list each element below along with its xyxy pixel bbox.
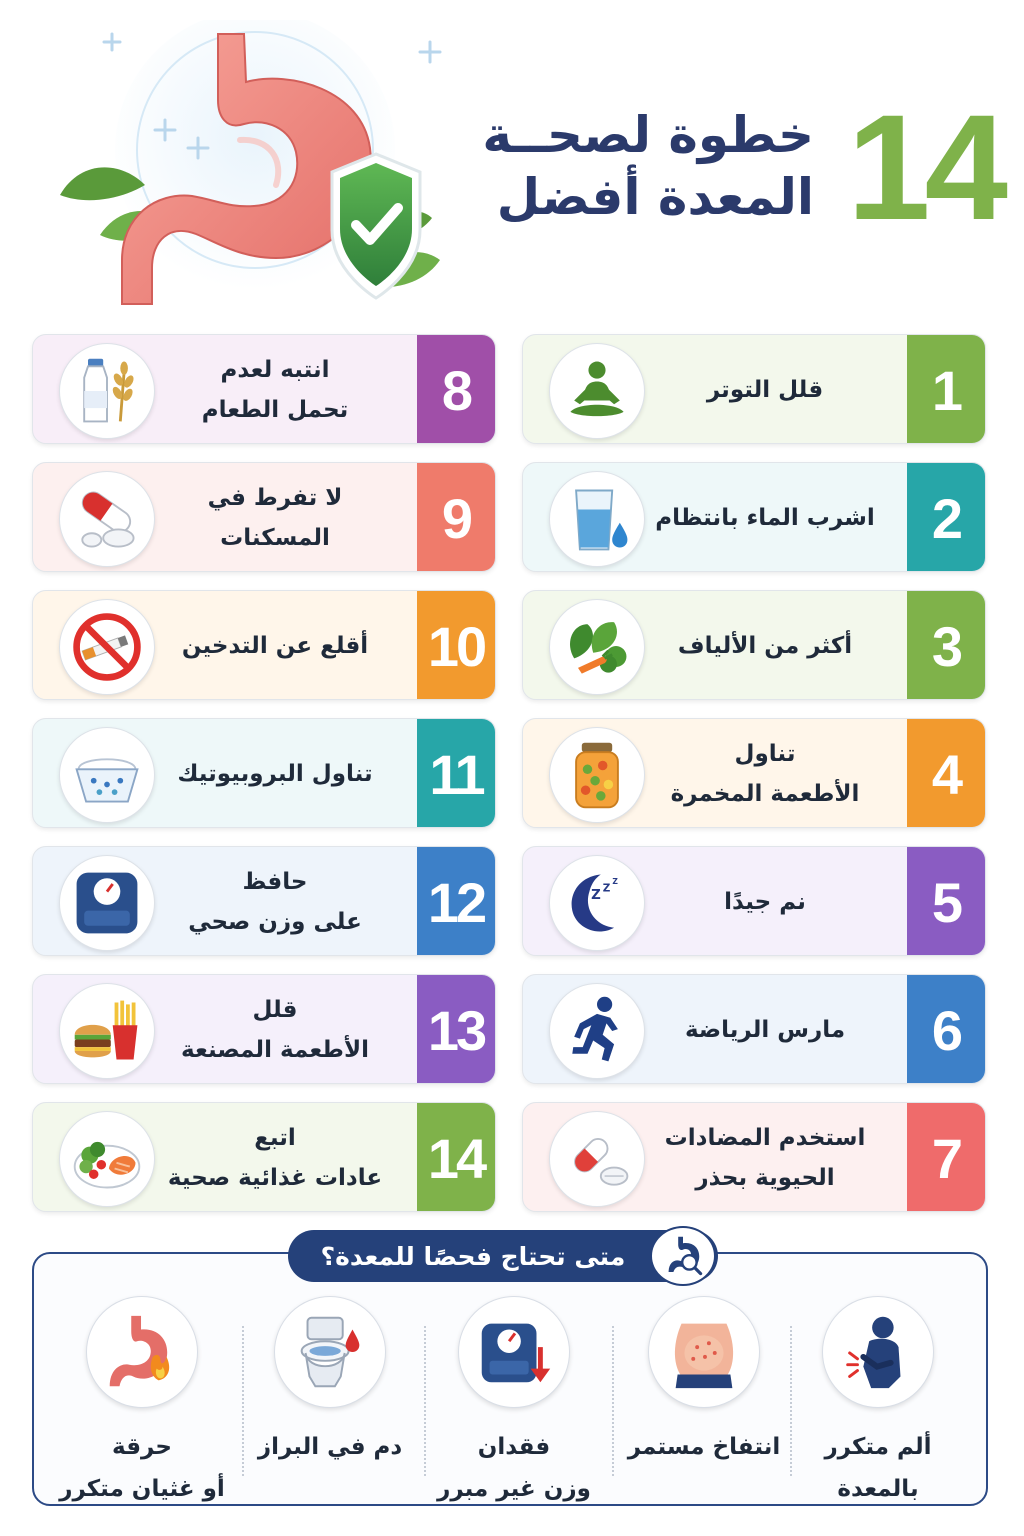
page-title bbox=[394, 104, 814, 228]
step-text bbox=[645, 975, 885, 1084]
step-line: مارس الرياضة bbox=[684, 1017, 846, 1043]
symptom-line: انتفاخ مستمر bbox=[627, 1434, 781, 1460]
heartburn-icon bbox=[98, 1308, 186, 1396]
step-line: الحيوية بحذر bbox=[695, 1165, 835, 1191]
step-number: 13 bbox=[417, 975, 495, 1084]
step-text bbox=[645, 1103, 885, 1212]
svg-text:Z: Z bbox=[591, 888, 601, 904]
step-line: تناول bbox=[734, 741, 796, 767]
no-smoking-icon bbox=[69, 609, 145, 685]
step-card-4 bbox=[522, 718, 986, 828]
divider bbox=[242, 1326, 244, 1476]
step-card-3 bbox=[522, 590, 986, 700]
step-number: 4 bbox=[907, 719, 985, 828]
vegetables-icon bbox=[559, 609, 635, 685]
water-glass-icon bbox=[559, 481, 635, 557]
symptom-line: أو غثيان متكرر bbox=[59, 1476, 225, 1502]
step-card-12 bbox=[32, 846, 496, 956]
step-number: 14 bbox=[417, 1103, 495, 1212]
step-line: المسكنات bbox=[220, 525, 330, 551]
step-line: اتبع bbox=[254, 1125, 296, 1151]
step-card-11 bbox=[32, 718, 496, 828]
svg-text:Z: Z bbox=[612, 877, 618, 886]
step-line: قلل التوتر bbox=[706, 377, 824, 403]
step-card-2 bbox=[522, 462, 986, 572]
step-number: 8 bbox=[417, 335, 495, 444]
step-line: اشرب الماء بانتظام bbox=[655, 505, 875, 531]
symptom-line: بالمعدة bbox=[837, 1476, 919, 1502]
symptom-line: فقدان bbox=[477, 1434, 551, 1460]
step-number: 5 bbox=[907, 847, 985, 956]
step-line: لا تفرط في bbox=[207, 485, 343, 511]
title-line-2: المعدة أفضل bbox=[496, 168, 814, 226]
title-line-1: خطوة لصحــة bbox=[482, 106, 814, 164]
symptom-item bbox=[788, 1296, 968, 1506]
step-line: أكثر من الألياف bbox=[677, 633, 853, 659]
divider bbox=[424, 1326, 426, 1476]
bloating-icon bbox=[660, 1308, 748, 1396]
step-text bbox=[645, 591, 885, 700]
step-text bbox=[645, 847, 885, 956]
step-card-8 bbox=[32, 334, 496, 444]
step-line: الأطعمة المصنعة bbox=[181, 1037, 369, 1063]
step-card-7 bbox=[522, 1102, 986, 1212]
step-number: 7 bbox=[907, 1103, 985, 1212]
step-text bbox=[155, 975, 395, 1084]
step-line: على وزن صحي bbox=[188, 909, 362, 935]
milk-wheat-icon bbox=[69, 353, 145, 429]
svg-text:Z: Z bbox=[602, 882, 611, 895]
step-line: تناول البروبيوتيك bbox=[177, 761, 373, 787]
step-line: حافظ bbox=[242, 869, 308, 895]
symptom-line: حرقة bbox=[112, 1434, 172, 1460]
stomach-pain-icon bbox=[834, 1308, 922, 1396]
weight-loss-icon bbox=[470, 1308, 558, 1396]
step-number: 1 bbox=[907, 335, 985, 444]
divider bbox=[612, 1326, 614, 1476]
step-number: 11 bbox=[417, 719, 495, 828]
fast-food-icon bbox=[69, 993, 145, 1069]
step-line: استخدم المضادات bbox=[664, 1125, 866, 1151]
step-text bbox=[645, 335, 885, 444]
symptom-item bbox=[52, 1296, 232, 1506]
step-card-10 bbox=[32, 590, 496, 700]
step-text bbox=[645, 463, 885, 572]
step-text bbox=[155, 591, 395, 700]
step-line: أقلع عن التدخين bbox=[181, 633, 369, 659]
fermented-jar-icon bbox=[559, 737, 635, 813]
moon-sleep-icon bbox=[559, 865, 635, 941]
step-line: الأطعمة المخمرة bbox=[670, 781, 860, 807]
step-number: 2 bbox=[907, 463, 985, 572]
steps-count: 14 bbox=[847, 83, 1002, 251]
step-text bbox=[155, 847, 395, 956]
step-card-13 bbox=[32, 974, 496, 1084]
step-number: 3 bbox=[907, 591, 985, 700]
header bbox=[0, 0, 1024, 320]
step-card-9 bbox=[32, 462, 496, 572]
symptom-item bbox=[614, 1296, 794, 1506]
meditation-icon bbox=[559, 353, 635, 429]
step-line: نم جيدًا bbox=[724, 889, 806, 915]
symptom-line: دم في البراز bbox=[257, 1434, 403, 1460]
symptom-item bbox=[240, 1296, 420, 1506]
yogurt-bowl-icon bbox=[69, 737, 145, 813]
step-line: انتبه لعدم bbox=[220, 357, 330, 383]
step-number: 10 bbox=[417, 591, 495, 700]
step-line: عادات غذائية صحية bbox=[167, 1165, 383, 1191]
step-number: 6 bbox=[907, 975, 985, 1084]
step-text bbox=[155, 463, 395, 572]
step-text bbox=[155, 1103, 395, 1212]
healthy-plate-icon bbox=[69, 1121, 145, 1197]
scale-icon bbox=[69, 865, 145, 941]
running-icon bbox=[559, 993, 635, 1069]
step-card-5 bbox=[522, 846, 986, 956]
capsule-icon bbox=[69, 481, 145, 557]
toilet-blood-icon bbox=[286, 1308, 374, 1396]
symptom-line: وزن غير مبرر bbox=[437, 1476, 591, 1502]
step-text bbox=[155, 719, 395, 828]
pills-icon bbox=[559, 1121, 635, 1197]
step-card-1 bbox=[522, 334, 986, 444]
checkup-title: متى تحتاج فحصًا للمعدة؟ bbox=[288, 1230, 718, 1282]
step-line: قلل bbox=[252, 997, 298, 1023]
symptom-line: ألم متكرر bbox=[824, 1434, 932, 1460]
step-number: 9 bbox=[417, 463, 495, 572]
symptom-item bbox=[424, 1296, 604, 1506]
step-number: 12 bbox=[417, 847, 495, 956]
step-card-6 bbox=[522, 974, 986, 1084]
step-text bbox=[155, 335, 395, 444]
step-line: تحمل الطعام bbox=[201, 397, 349, 423]
stomach-search-icon bbox=[659, 1232, 707, 1280]
step-text bbox=[645, 719, 885, 828]
step-card-14 bbox=[32, 1102, 496, 1212]
